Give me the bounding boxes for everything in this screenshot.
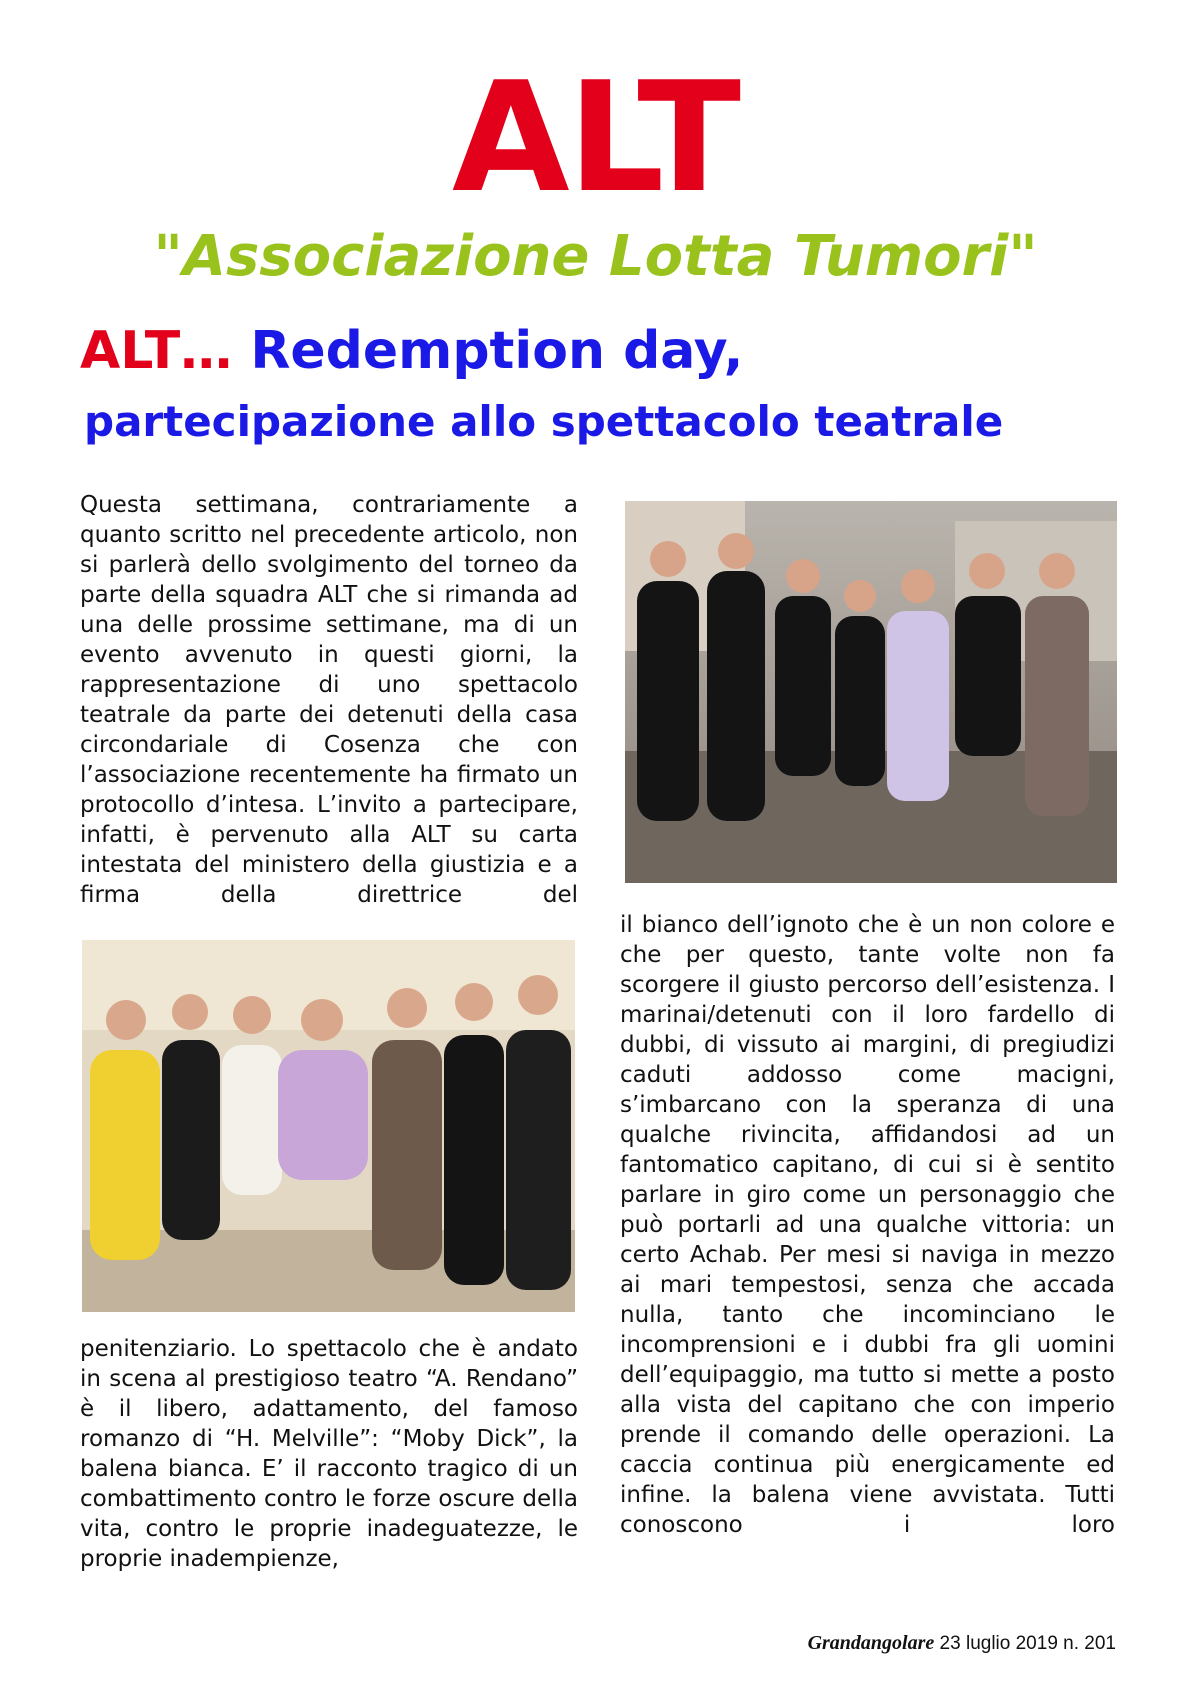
headline-prefix: ALT… [80,321,233,381]
issue-info: 23 luglio 2019 n. 201 [934,1633,1116,1654]
footer-publication [808,1632,1116,1655]
article-column-2: il bianco dell’ignoto che è un non colore e che per questo, tante volte non fa scorgere il giusto percorso dell’esistenza. I marinai/detenuti con il loro fardello di dubbi, di vissuto ai margini, di pregiudizi caduti addosso come macigni, s’imbarcano con la speranza di una qualche rivincita, affidandosi ad un fantomatico capitano, di cui si è sentito parlare in giro come un personaggio che può portarli ad una qualche vittoria: un certo Achab. Per mesi si naviga in mezzo ai mari tempestosi, senza che accada nulla, tanto che incominciano le incomprensioni e i dubbi fra gli uomini dell’equipaggio, ma tutto si mette a posto alla vista del capitano che con imperio prende il comando delle operazioni. La caccia continua più energicamente ed infine. la balena viene avvistata. Tutti conoscono i loro [620,912,1115,1538]
article-column-1-top: Questa settimana, contrariamente a quanto scritto nel precedente articolo, non si parlerà dello svolgimento del torneo da parte della squadra ALT che si rimanda ad una delle prossime settimane, ma di un evento avvenuto in questi giorni, la rappresentazione di uno spettacolo teatrale da parte dei detenuti della casa circondariale di Cosenza che con l’associazione recentemente ha firmato un protocollo d’intesa. L’invito a partecipare, infatti, è pervenuto alla ALT su carta intestata del ministero della giustizia e a firma della direttrice del [80,492,578,908]
association-name: "Associazione Lotta Tumori" [153,224,1038,289]
group-photo-outdoor-icon [625,501,1117,883]
brand-title: ALT [451,49,739,226]
group-photo-theatre-icon [82,940,575,1312]
article-headline [80,318,1120,384]
article-column-1-bottom: penitenziario. Lo spettacolo che è andato in scena al prestigioso teatro “A. Rendano” è il libero, adattamento, del famoso romanzo di “H. Melville”: “Moby Dick”, la balena bianca. E’ il racconto tragico di un combattimento contro le forze oscure della vita, contro le proprie inadeguatezze, le proprie inadempienze, [80,1336,578,1572]
publication-name: Grandangolare [807,1632,935,1654]
article-subheadline: partecipazione allo spettacolo teatrale [84,397,1004,446]
headline-main: Redemption day, [232,321,744,381]
